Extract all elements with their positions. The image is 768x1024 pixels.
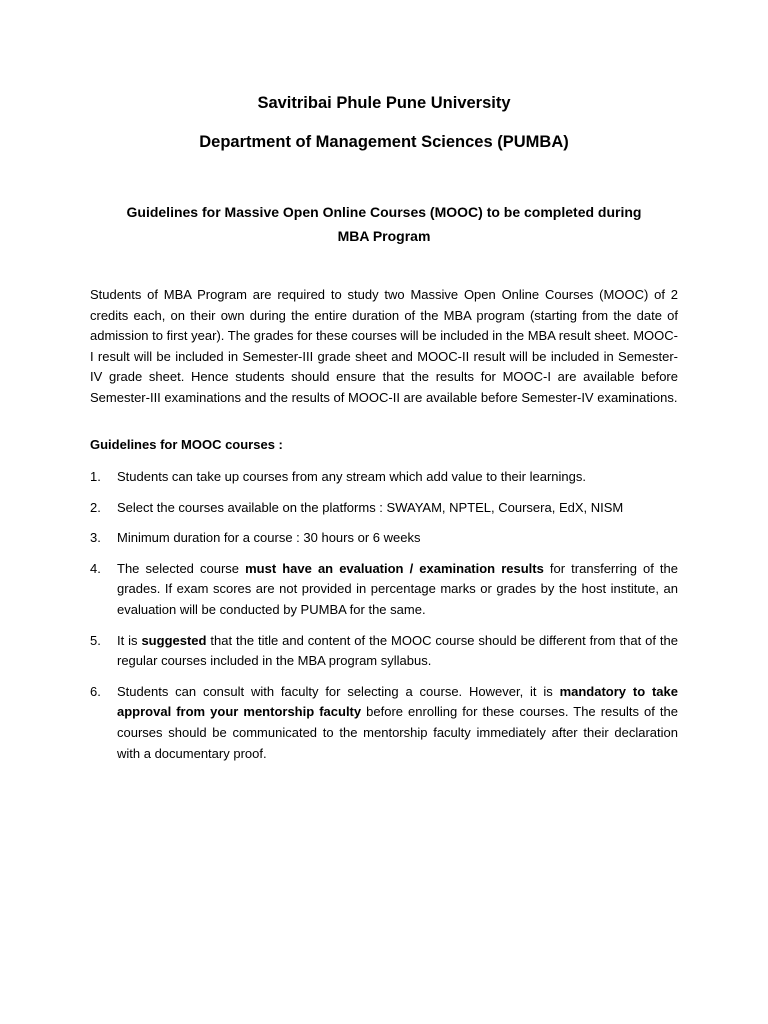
list-item [90, 498, 678, 519]
item-text-pre: The selected course [117, 560, 246, 576]
item-text-pre: It is [117, 632, 142, 648]
item-text-post: for transferring of the grades. If exam scores are not provided in percentage marks or grades by the host institute, an evaluation will be conducted by PUMBA for the same. [117, 560, 678, 617]
item-text-bold: suggested [141, 632, 207, 648]
item-text-post: that the title and content of the MOOC course should be different from that of the regular courses included in the MBA program syllabus. [117, 632, 678, 669]
item-number: 2. [90, 499, 101, 515]
subtitle-line-2: MBA Program [337, 228, 431, 244]
item-text: Select the courses available on the platforms : SWAYAM, NPTEL, Coursera, EdX, NISM [117, 499, 624, 515]
item-text-bold: must have an evaluation / examination results [245, 560, 544, 576]
department-title: Department of Management Sciences (PUMBA) [199, 133, 569, 151]
guidelines-heading: Guidelines for MOOC courses : [90, 437, 283, 452]
item-number: 1. [90, 469, 101, 484]
document-subtitle [90, 200, 678, 248]
list-item [90, 467, 678, 488]
item-number: 5. [90, 632, 101, 648]
item-number: 6. [90, 683, 101, 699]
item-text-bold: mandatory to take approval from your mentorship faculty [117, 683, 678, 720]
item-text: Minimum duration for a course : 30 hours or 6 weeks [117, 530, 421, 546]
list-item [90, 682, 678, 764]
university-title: Savitribai Phule Pune University [257, 94, 511, 112]
item-text: Students can take up courses from any stream which add value to their learnings. [117, 469, 586, 484]
item-text-post: before enrolling for these courses. The results of the courses should be communicated to the mentorship faculty immediately after their declaration with a documentary proof. [117, 704, 678, 761]
item-number: 4. [90, 560, 101, 576]
subtitle-line-1: Guidelines for Massive Open Online Courses (MOOC) to be completed during [126, 204, 642, 220]
item-text-pre: Students can consult with faculty for selecting a course. However, it is [117, 683, 560, 699]
list-item [90, 528, 678, 549]
list-item [90, 631, 678, 672]
guidelines-list [90, 467, 678, 774]
intro-paragraph: Students of MBA Program are required to study two Massive Open Online Courses (MOOC) of 2 credits each, on their own during the entire duration of the MBA program (starting from the date of admission to first year). The grades for these courses will be included in the MBA result sheet. MOOC-I result will be included in Semester-III grade sheet and MOOC-II result will be included in Semester-IV grade sheet. Hence students should ensure that the results for MOOC-I are available before Semester-III examinations and the results of MOOC-II are available before Semester-IV examinations. [90, 287, 678, 405]
list-item [90, 559, 678, 621]
item-number: 3. [90, 530, 101, 546]
